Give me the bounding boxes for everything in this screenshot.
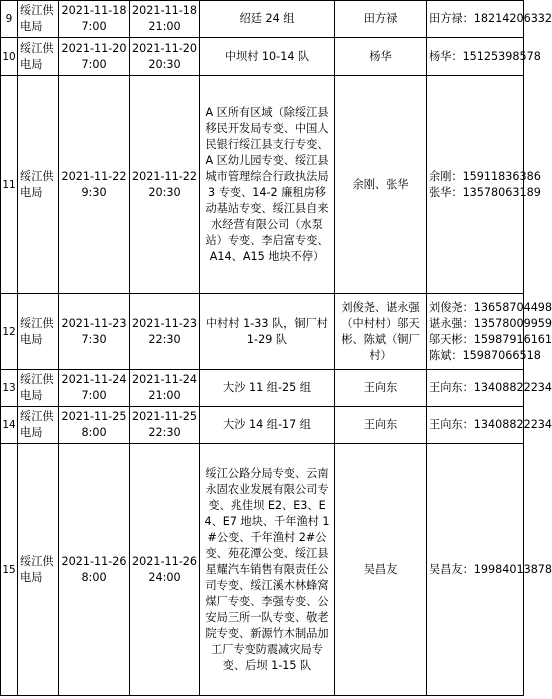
contact-line: 谌永强：13578009959 [429, 316, 552, 330]
table-row [1, 38, 524, 76]
area-cell: 大沙 11 组-25 组 [200, 370, 335, 407]
row-number: 11 [1, 76, 18, 294]
contact-line: 陈斌：15987066518 [429, 348, 541, 362]
contact-line: 吴昌友：19984013878 [429, 562, 552, 576]
start-date: 2021-11-26 [61, 554, 127, 568]
start-time: 7:00 [81, 20, 107, 33]
start-date: 2021-11-18 [61, 4, 127, 17]
end-date: 2021-11-23 [131, 316, 198, 330]
end-time: 20:30 [148, 57, 181, 71]
contact-cell [427, 444, 552, 696]
start-date: 2021-11-23 [61, 316, 127, 330]
end-time-cell [130, 370, 200, 407]
table-row [1, 407, 524, 444]
end-time-cell [130, 38, 200, 76]
contact-cell [427, 38, 541, 76]
end-date: 2021-11-24 [131, 373, 198, 386]
person-cell: 余刚、张华 [335, 76, 427, 294]
row-number: 15 [1, 444, 18, 696]
table-row [1, 294, 524, 370]
unit-cell: 绥江供电局 [18, 407, 59, 444]
unit-cell: 绥江供电局 [18, 38, 59, 76]
end-time: 22:30 [148, 426, 181, 439]
area-cell: A 区所有区域（除绥江县移民开发局专变、中国人民银行绥江县支行专变、A 区幼儿园专变、绥江县城市管理综合行政执法局 3 专变、14-2 廉租房移动基站专变、绥江县自来水经营有限公司（水泵站）专变、李启富专变、A14、A15 地块不停） [200, 76, 335, 294]
table-row [1, 370, 524, 407]
table-row [1, 76, 524, 294]
row-number: 13 [1, 370, 18, 407]
contact-line: 杨华：15125398578 [429, 49, 541, 63]
contact-line: 张华：13578063189 [429, 185, 541, 199]
end-time: 21:00 [148, 389, 181, 402]
person-cell: 杨华 [335, 38, 427, 76]
start-time-cell [59, 294, 130, 370]
table-row [1, 1, 524, 38]
start-time: 7:00 [81, 57, 107, 71]
end-time-cell [130, 1, 200, 38]
person-cell: 王向东 [335, 407, 427, 444]
end-time: 21:00 [148, 20, 181, 33]
person-cell: 刘俊尧、谌永强（中村村）邬天彬、陈斌（铜厂村） [335, 294, 427, 370]
start-time: 8:00 [81, 570, 107, 584]
start-date: 2021-11-25 [61, 410, 127, 423]
start-time-cell [59, 38, 130, 76]
area-cell: 中坝村 10-14 队 [200, 38, 335, 76]
row-number: 10 [1, 38, 18, 76]
row-number: 14 [1, 407, 18, 444]
end-time: 22:30 [148, 332, 181, 346]
start-date: 2021-11-22 [61, 169, 127, 183]
unit-cell: 绥江供电局 [18, 444, 59, 696]
start-time-cell [59, 370, 130, 407]
contact-line: 田方禄：18214206332 [429, 12, 552, 25]
start-date: 2021-11-20 [61, 41, 127, 55]
contact-cell [427, 407, 552, 444]
person-cell: 王向东 [335, 370, 427, 407]
start-time-cell [59, 76, 130, 294]
start-time-cell [59, 1, 130, 38]
end-date: 2021-11-25 [131, 410, 198, 423]
end-time-cell [130, 76, 200, 294]
area-cell: 绍廷 24 组 [200, 1, 335, 38]
start-time: 9:30 [81, 185, 107, 199]
contact-cell [427, 370, 552, 407]
contact-line: 王向东：13408822234 [429, 381, 552, 394]
start-time-cell [59, 407, 130, 444]
end-time-cell [130, 407, 200, 444]
end-date: 2021-11-20 [131, 41, 198, 55]
end-date: 2021-11-22 [131, 169, 198, 183]
end-time: 20:30 [148, 185, 181, 199]
row-number: 9 [1, 1, 18, 38]
start-time: 7:30 [81, 332, 107, 346]
contact-cell [427, 1, 552, 38]
end-date: 2021-11-26 [131, 554, 198, 568]
table-row [1, 444, 524, 696]
unit-cell: 绥江供电局 [18, 370, 59, 407]
contact-line: 余刚：15911836386 [429, 169, 541, 183]
person-cell: 吴昌友 [335, 444, 427, 696]
area-cell: 绥江公路分局专变、云南永固农业发展有限公司专变、兆佳坝 E2、E3、E4、E7 地块、千年渔村 1#公变、千年渔村 2#公变、苑花潭公变、绥江县星耀汽车销售有限责任公司专变、绥江溪木林蜂窝煤厂专变、李强专变、公安局三所一队专变、敬老院专变、新源竹木制品加工厂专变防震减灾局专变、后坝 1-15 队 [200, 444, 335, 696]
person-cell: 田方禄 [335, 1, 427, 38]
contact-cell [427, 294, 552, 370]
start-time-cell [59, 444, 130, 696]
end-time-cell [130, 444, 200, 696]
start-time: 7:00 [81, 389, 107, 402]
end-date: 2021-11-18 [131, 4, 198, 17]
contact-line: 王向东：13408822234 [429, 418, 552, 431]
unit-cell: 绥江供电局 [18, 1, 59, 38]
start-time: 8:00 [81, 426, 107, 439]
end-time-cell [130, 294, 200, 370]
row-number: 12 [1, 294, 18, 370]
contact-cell [427, 76, 541, 294]
end-time: 24:00 [148, 570, 181, 584]
area-cell: 大沙 14 组-17 组 [200, 407, 335, 444]
unit-cell: 绥江供电局 [18, 294, 59, 370]
start-date: 2021-11-24 [61, 373, 127, 386]
contact-line: 邬天彬：15987916161 [429, 332, 552, 346]
area-cell: 中村村 1-33 队，铜厂村 1-29 队 [200, 294, 335, 370]
unit-cell: 绥江供电局 [18, 76, 59, 294]
contact-line: 刘俊尧：13658704498 [429, 300, 552, 314]
